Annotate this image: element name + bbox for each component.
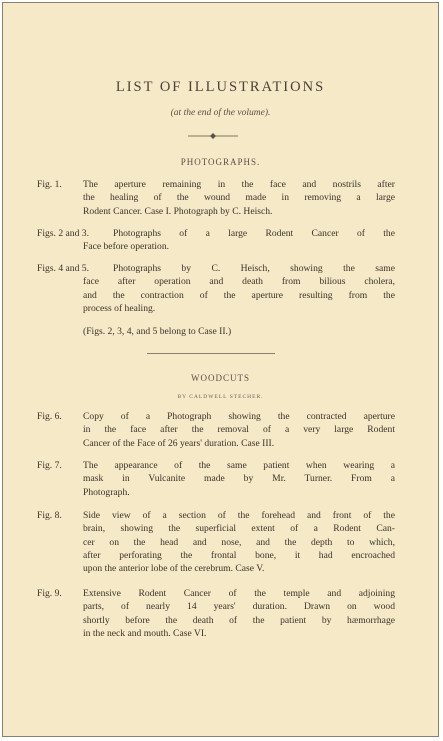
woodcuts-byline: BY CALDWELL STECHER. xyxy=(177,394,264,400)
case-note: (Figs. 2, 3, 4, and 5 belong to Case II.) xyxy=(83,326,232,337)
entry-line: mask in Vulcanite made by Mr. Turner. From a xyxy=(83,473,395,485)
entry-line: The aperture remaining in the face and nostrils after xyxy=(83,179,395,190)
entry-line: and the contraction of the aperture resulting from the xyxy=(83,289,395,301)
entry-line: in the neck and mouth. Case VI. xyxy=(83,627,207,639)
entry-label: Fig. 1. xyxy=(37,179,62,190)
entry-line: after perforating the frontal bone, it had encroached xyxy=(83,549,395,561)
entry-figs-4-5 xyxy=(37,262,395,315)
section-heading-photographs: PHOTOGRAPHS. xyxy=(180,157,261,167)
entry-line: in the face after the removal of a very large Rodent xyxy=(83,424,395,436)
entry-line: Cancer of the Face of 26 years' duration. Case III. xyxy=(83,437,275,449)
entry-label: Figs. 4 and 5. xyxy=(37,263,89,274)
entry-line: Extensive Rodent Cancer of the temple and adjoining xyxy=(83,588,395,599)
entry-figs-2-3 xyxy=(37,227,395,254)
entry-line: face after operation and death from bilious cholera, xyxy=(83,276,395,288)
entry-line: brain, showing the superficial extent of a Rodent Can- xyxy=(83,523,395,535)
page-title: LIST OF ILLUSTRATIONS xyxy=(115,79,326,95)
entry-line: Photographs of a large Rodent Cancer of the xyxy=(113,228,395,239)
ornament-divider-icon xyxy=(188,132,238,140)
entry-fig-7 xyxy=(37,459,395,499)
entry-line: Photograph. xyxy=(83,486,130,498)
entry-line: upon the anterior lobe of the cerebrum. Case V. xyxy=(83,563,265,575)
entry-label: Fig. 7. xyxy=(37,460,62,471)
entry-line: parts, of nearly 14 years' duration. Drawn on wood xyxy=(83,601,395,613)
page-subtitle: (at the end of the volume). xyxy=(170,108,271,118)
entry-line: The appearance of the same patient when wearing a xyxy=(83,460,395,471)
entry-line: Photographs by C. Heisch, showing the same xyxy=(113,263,395,274)
entry-label: Fig. 6. xyxy=(37,411,62,422)
book-page xyxy=(2,2,439,737)
entry-line: the healing of the wound made in removing a large xyxy=(83,192,395,204)
section-heading-woodcuts: WOODCUTS xyxy=(191,373,250,383)
entry-line: cer on the head and nose, and the depth to which, xyxy=(83,536,395,548)
entry-fig-6 xyxy=(37,410,395,450)
entry-line: Face before operation. xyxy=(83,241,170,253)
entry-line: process of healing. xyxy=(83,302,156,314)
entry-fig-8 xyxy=(37,509,395,575)
entry-line: shortly before the death of the patient by hæmorrhage xyxy=(83,614,395,626)
entry-line: Copy of a Photograph showing the contracted aperture xyxy=(83,411,395,422)
entry-fig-1 xyxy=(37,178,395,218)
entry-label: Fig. 8. xyxy=(37,510,62,521)
entry-fig-9 xyxy=(37,587,395,640)
entry-label: Fig. 9. xyxy=(37,588,62,599)
entry-line: Side view of a section of the forehead and front of the xyxy=(83,510,395,521)
entry-line: Rodent Cancer. Case I. Photograph by C. Heisch. xyxy=(83,205,273,217)
section-rule xyxy=(147,353,275,354)
entry-label: Figs. 2 and 3. xyxy=(37,228,89,239)
